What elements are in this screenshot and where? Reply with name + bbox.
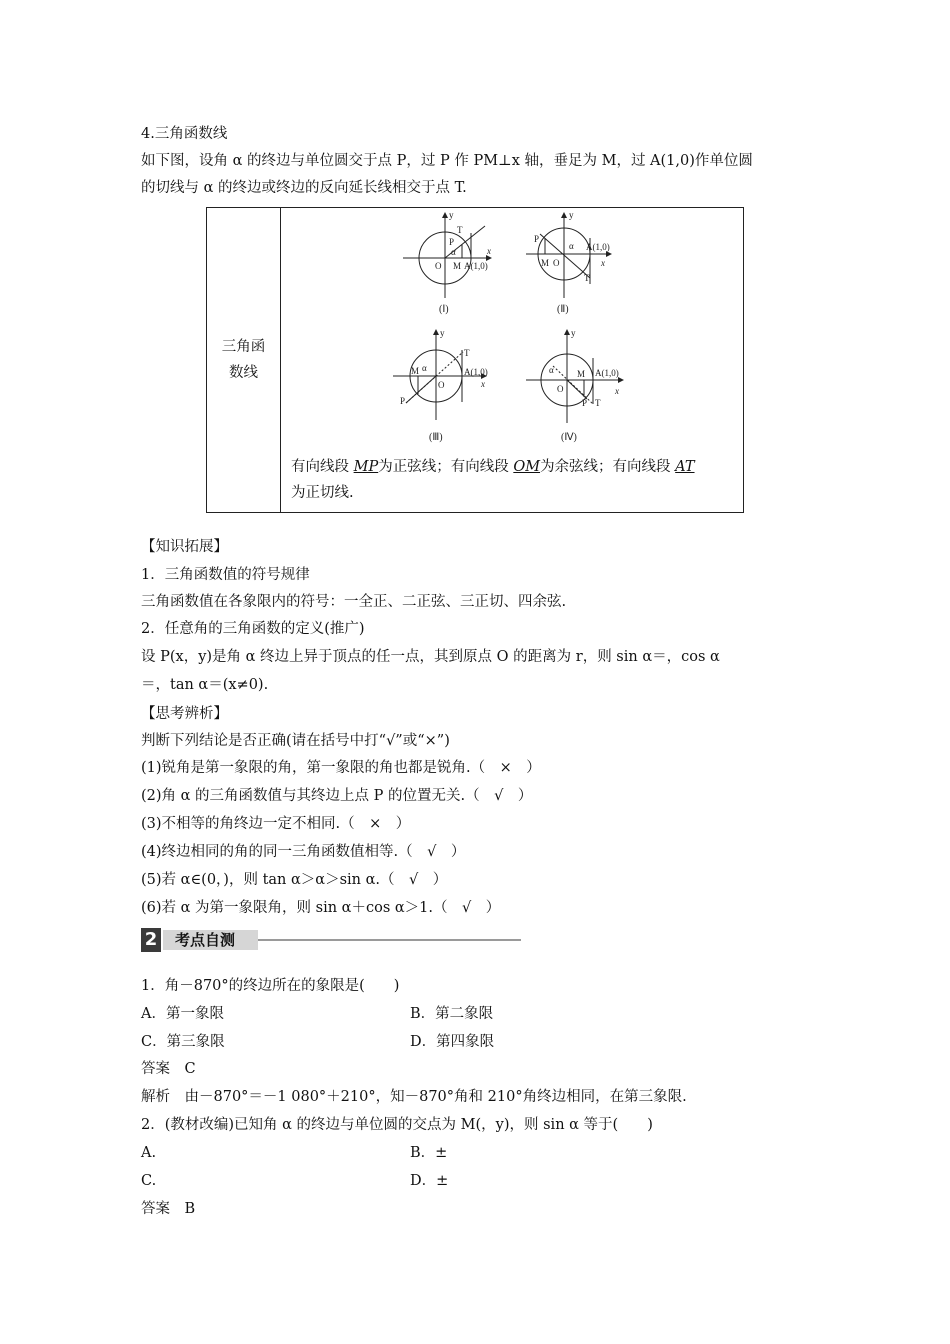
label-m: M [541,258,550,268]
label-a: A(1,0) [595,368,619,378]
label-p: P [582,398,588,408]
label-a: A(1,0) [464,261,488,271]
label-x: x [487,246,491,256]
figure-4 [526,328,623,443]
label-o: O [435,261,442,271]
thinking-prompt: 判断下列结论是否正确(请在括号中打“√”或“×”) [141,733,450,749]
caption-1: (Ⅰ) [439,304,449,315]
trig-line-note [281,454,743,512]
terminal-side [540,234,590,278]
note-text: 为正弦线；有向线段 [378,459,514,475]
label-t: T [584,273,590,283]
intro-line-1: 如下图，设角 α 的终边与单位圆交于点 P，过 P 作 PM⊥x 轴，垂足为 M，过 A(1,0)作单位圆 [141,153,753,169]
label-y: y [571,328,576,338]
caption-4: (Ⅳ) [561,432,577,443]
q1-answer: 答案 C [141,1061,196,1077]
table-figure-cell [281,208,744,513]
label-o: O [438,380,445,390]
thinking-item: (6)若 α 为第一象限角，则 sin α＋cos α＞1.（ √ ） [141,900,501,916]
q2-option-a: A. [141,1145,157,1161]
knowledge-item1-title: 1．三角函数值的符号规律 [141,567,310,583]
thinking-heading: 【思考辨析】 [141,706,228,722]
label-y: y [449,210,454,220]
label-t: T [457,225,463,235]
thinking-item: (3)不相等的角终边一定不相同.（ × ） [141,816,411,832]
label-t: T [464,348,470,358]
label-a: A(1,0) [464,367,488,377]
figure-2 [526,210,611,315]
thinking-item: (4)终边相同的角的同一三角函数值相等.（ √ ） [141,844,466,860]
label-x: x [481,379,485,389]
label-p: P [400,396,406,406]
caption-2: (Ⅱ) [557,304,569,315]
thinking-item: (5)若 α∈(0，)，则 tan α＞α＞sin α.（ √ ） [141,872,448,888]
label-alpha: α [422,363,427,373]
table-label-cell [207,208,281,513]
label-m: M [577,369,586,379]
knowledge-item2-title: 2．任意角的三角函数的定义(推广) [141,621,365,637]
intro-line-2: 的切线与 α 的终边或终边的反向延长线相交于点 T. [141,180,467,196]
segment-mp: MP [353,459,379,475]
q2-option-d: D．± [410,1173,449,1189]
knowledge-item2-text-2: ＝，tan α＝(x≠0). [141,677,269,693]
label-m: M [411,366,420,376]
knowledge-item1-text: 三角函数值在各象限内的符号：一全正、二正弦、三正切、四余弦. [141,594,567,610]
q2-option-b: B．± [410,1145,448,1161]
figure-1 [403,210,491,315]
label-t: T [595,398,601,408]
label-alpha: α [569,241,574,251]
knowledge-item2-text-1: 设 P(x，y)是角 α 终边上异于顶点的任一点，其到原点 O 的距离为 r，则 sin α＝，cos α [141,649,720,665]
label-x: x [615,386,619,396]
q1-option-c: C．第三象限 [141,1034,225,1050]
caption-3: (Ⅲ) [429,432,443,443]
label-alpha: α [549,365,554,375]
q1-stem: 1．角－870°的终边所在的象限是( ) [141,978,400,994]
label-x: x [601,258,605,268]
thinking-item: (1)锐角是第一象限的角，第一象限的角也都是锐角.（ × ） [141,760,541,776]
label-o: O [557,384,564,394]
note-text: 有向线段 [291,459,354,475]
q2-stem: 2．(教材改编)已知角 α 的终边与单位圆的交点为 M(，y)，则 sin α 等于( ) [141,1117,653,1133]
knowledge-heading: 【知识拓展】 [141,539,228,555]
q2-answer: 答案 B [141,1201,196,1217]
note-text: 为余弦线；有向线段 [540,459,676,475]
figure-3 [393,328,488,443]
table-label-2: 数线 [229,365,258,381]
label-o: O [553,258,560,268]
label-y: y [440,328,445,338]
section-rule [258,939,521,941]
section-number: 2 [141,928,161,952]
table-label-1: 三角函 [221,339,266,355]
unit-circle-figures [281,208,743,454]
section-title: 考点自测 [175,931,236,949]
q1-option-d: D．第四象限 [410,1034,495,1050]
segment-om: OM [513,459,541,475]
section-banner [141,928,521,954]
q1-option-b: B．第二象限 [410,1006,494,1022]
label-y: y [569,210,574,220]
label-m: M [453,261,462,271]
section-heading: 4.三角函数线 [141,126,228,142]
q2-option-c: C. [141,1173,157,1189]
thinking-item: (2)角 α 的三角函数值与其终边上点 P 的位置无关.（ √ ） [141,788,533,804]
note-text: 为正切线. [291,485,354,501]
trig-lines-table [206,207,744,513]
label-p: P [449,237,455,247]
label-p: P [534,234,540,244]
label-alpha: α [451,247,456,257]
q1-option-a: A．第一象限 [141,1006,224,1022]
q1-analysis: 解析 由－870°＝－1 080°＋210°，知－870°角和 210°角终边相同，在第三象限. [141,1089,687,1105]
segment-at: AT [675,459,695,475]
label-a: A(1,0) [586,242,610,252]
